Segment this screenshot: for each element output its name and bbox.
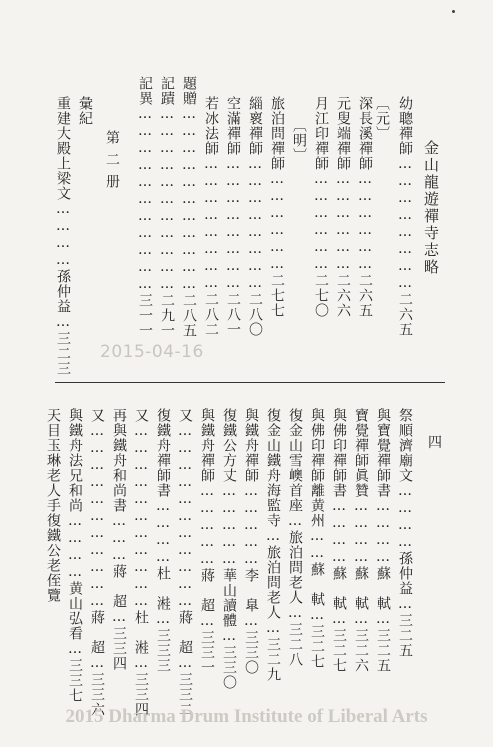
toc-entry: 復金山雪㠗首座…旅泊問老人…三二八 (287, 408, 303, 667)
toc-entry: 與佛印禪師書…………蘇 軾…三二七 (331, 408, 347, 673)
section-divider (55, 382, 445, 383)
toc-entry: 與鐵舟禪師……………李 臯…三三〇 (243, 408, 259, 675)
toc-entry: 祭順濟廟文…………孫仲益…三二五 (397, 408, 413, 658)
toc-entry: 月江印禪師………………二七〇 (313, 96, 329, 318)
toc-entry: 旅泊問禪師………………二七七 (269, 96, 285, 318)
toc-entry: 天目玉琳老人手復鐵公老侄覽 (45, 408, 61, 603)
toc-entry: 記異……………………………三一一 (137, 76, 153, 338)
toc-entry: 與佛印禪師離黄州……蘇 軾…三二七 (309, 408, 325, 669)
toc-dynasty-heading: 〔明〕 (291, 118, 307, 163)
toc-entry: 記蹟……………………………二九一 (159, 76, 175, 338)
date-stamp: 2015-04-16 (100, 342, 204, 362)
toc-entry: 復鐵舟禪師書…………杜 溎…三三三 (155, 408, 171, 673)
toc-entry: 題贈……………………………二八五 (181, 76, 197, 338)
toc-entry: 寶覺禪師眞贊…………蘇 軾…三二六 (353, 408, 369, 673)
toc-entry: 幼聰禪師……………………二六五 (397, 96, 413, 337)
toc-entry: 與鐵舟法兄和尚…………黄山弘看…三三七 (67, 408, 83, 703)
toc-entry: 復金山鐵舟海監寺…旅泊問老人…三二九 (265, 408, 281, 682)
ink-speck (452, 10, 455, 13)
toc-entry: 又……………………………杜 溎…三三四 (133, 408, 149, 717)
toc-entry: 與寶覺禪師書…………蘇 軾…三二五 (375, 408, 391, 673)
toc-entry: 深長溪禪師………………二六五 (357, 96, 373, 318)
toc-entry: 空滿禪師……………………二八一 (225, 96, 241, 337)
watermark-text: 2015 Dharma Drum Institute of Liberal Arts (65, 706, 428, 727)
toc-section-heading: 彙紀 (77, 96, 93, 126)
toc-entry: 又……………………………蔣 超…三三二 (177, 408, 193, 717)
toc-entry: 再與鐵舟和尚書………蔣 超…三三四 (111, 408, 127, 671)
toc-dynasty-heading: 〔元〕 (374, 96, 390, 141)
toc-entry: 若冰法師……………………二八二 (203, 96, 219, 337)
book-title: 金山龍遊禪寺志略 (422, 140, 440, 276)
toc-entry: 元叟端禪師………………二六六 (335, 96, 351, 318)
toc-entry: 重建大殿上梁文…………孫仲益…三二三 (55, 96, 71, 376)
toc-entry: 又……………………………蔣 超…三三六 (89, 408, 105, 717)
page-number: 四 (428, 435, 442, 451)
toc-entry: 與鐵舟禪師……………蔣 超…三三一 (199, 408, 215, 675)
volume-heading: 第二册 (104, 130, 120, 196)
toc-entry: 緇褱禪師……………………二八〇 (247, 96, 263, 337)
toc-entry: 復鐵公方丈……………華山讀體…三三〇 (221, 408, 237, 690)
